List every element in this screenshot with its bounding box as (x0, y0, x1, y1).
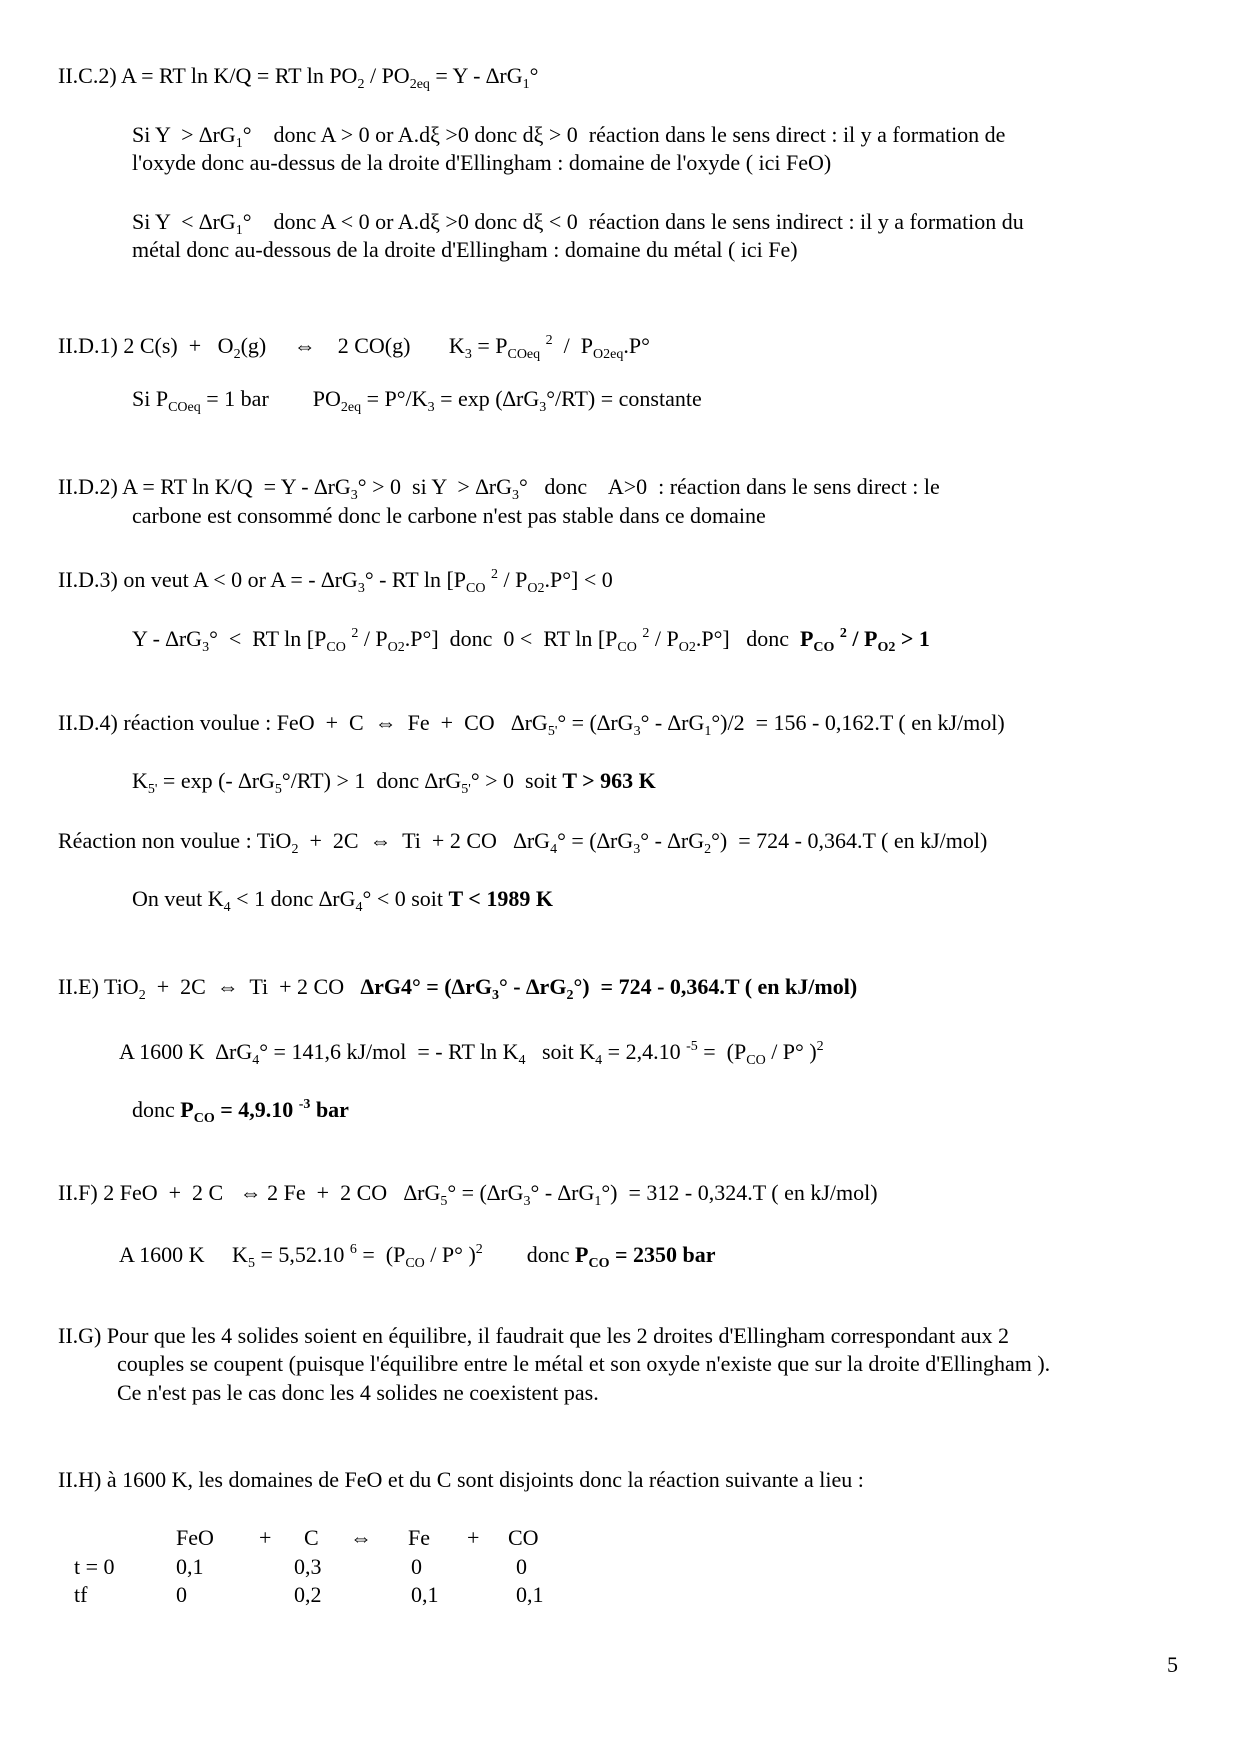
text-run: CO (617, 640, 637, 655)
text-run: 4 (355, 900, 363, 915)
text-run: donc (132, 1097, 181, 1122)
text-run: 5 (274, 782, 282, 797)
text-run: (g) ⇔ 2 CO(g) K (240, 333, 465, 358)
text-run: 2 (816, 1039, 824, 1054)
section-IID2-line2 (132, 503, 766, 529)
text-run: II.H) à 1600 K, les domaines de FeO et du C sont disjoints donc la réaction suivante a lieu : (58, 1467, 864, 1492)
text-run: ° donc A>0 : réaction dans le sens direct : le (519, 474, 940, 499)
text-run: / PO (364, 63, 410, 88)
text-run: -3 (298, 1097, 311, 1112)
text-run: 2 (642, 626, 650, 641)
table-cell: 0,1 (516, 1582, 544, 1607)
text-run: 5 (440, 1194, 448, 1209)
section-IIC2-equation (58, 63, 538, 98)
text-run: = 2,4.10 (602, 1039, 687, 1064)
text-run: ° donc A > 0 or A.dξ >0 donc dξ > 0 réaction dans le sens direct : il y a formation de (242, 122, 1006, 147)
text-run: .P°] < 0 (544, 567, 613, 592)
text-run: II.D.2) A = RT ln K/Q = Y - ∆rG (58, 474, 351, 499)
text-run: ° > 0 soit (470, 768, 563, 793)
text-run: II.F) 2 FeO + 2 C ⇔ 2 Fe + 2 CO ∆rG (58, 1180, 441, 1205)
text-run: 2eq (409, 77, 430, 92)
section-IIE (58, 974, 857, 1009)
table-cell: 0 (176, 1582, 187, 1607)
text-run: = P°/K (361, 386, 428, 411)
table-row-label: t = 0 (74, 1554, 115, 1579)
text-run: Si Y < ∆rG (132, 209, 236, 234)
text-run: °) = 724 - 0,364.T ( en kJ/mol) (573, 974, 858, 999)
table-header-feo: FeO (176, 1525, 214, 1550)
text-run: 2 (475, 1242, 483, 1257)
text-run: Si P (132, 386, 169, 411)
text-run: ° - ∆rG (498, 974, 567, 999)
text-run: 1 (235, 223, 243, 238)
table-header-plus: + (259, 1525, 272, 1550)
table-cell: 0,1 (411, 1582, 439, 1607)
IID4-condition (132, 768, 656, 803)
text-run: 4 (223, 900, 231, 915)
text-run: = exp (∆rG (434, 386, 540, 411)
text-run: 2eq (340, 400, 362, 415)
text-run: T > 963 K (562, 768, 656, 793)
text-run: Y - ∆rG (132, 626, 203, 651)
text-run: Ce n'est pas le cas donc les 4 solides ne coexistent pas. (117, 1380, 599, 1405)
text-run: A 1600 K K (119, 1242, 248, 1267)
text-run: = Y - ∆rG (429, 63, 523, 88)
text-run: 1 (522, 77, 530, 92)
text-run: / P (497, 567, 528, 592)
text-run: CO (813, 640, 835, 655)
text-run: / P (649, 626, 679, 651)
text-run: = exp (- ∆rG (157, 768, 275, 793)
text-run: 3 (427, 400, 435, 415)
text-run: 3 (202, 640, 210, 655)
text-run: 2 (566, 988, 574, 1003)
text-run: °/RT) = constante (546, 386, 702, 411)
text-run: 5' (547, 724, 558, 739)
unwanted-reaction-condition (132, 886, 553, 921)
text-run: 3 (350, 488, 358, 503)
text-run: 3 (539, 400, 547, 415)
text-run: / P (358, 626, 388, 651)
text-run: CO (588, 1256, 610, 1271)
text-run: CO (193, 1111, 215, 1126)
text-run: A 1600 K ∆rG (119, 1039, 253, 1064)
text-run: > 1 (895, 626, 930, 651)
text-run: O2eq (593, 347, 624, 362)
IID3-derivation (132, 621, 930, 661)
table-header-equilibrium-arrow: ⇔ (350, 1525, 372, 1550)
text-run: / P° ) (424, 1242, 476, 1267)
text-run: II.G) Pour que les 4 solides soient en équilibre, il faudrait que les 2 droites d'Ellingham correspondant aux 2 (58, 1323, 1009, 1348)
text-run: .P°] donc (695, 626, 800, 651)
page-number: 5 (1167, 1652, 1178, 1677)
text-run: couples se coupent (puisque l'équilibre entre le métal et son oxyde n'existe que sur la droite d'Ellingham ). (117, 1351, 1051, 1376)
IIE-calculation (119, 1034, 824, 1074)
table-cell: 0 (516, 1554, 527, 1579)
text-run: ° = 141,6 kJ/mol = - RT ln K (259, 1039, 519, 1064)
text-run: carbone est consommé donc le carbone n'est pas stable dans ce domaine (132, 503, 766, 528)
text-run: Réaction non voulue : TiO (58, 828, 292, 853)
text-run: ° < RT ln [P (209, 626, 327, 651)
text-run: P (180, 1097, 194, 1122)
text-run: ° donc A < 0 or A.dξ >0 donc dξ < 0 réaction dans le sens indirect : il y a formation du (242, 209, 1024, 234)
text-run: = 4,9.10 (214, 1097, 299, 1122)
text-run: CO (405, 1256, 425, 1271)
text-run: ° = (∆rG (557, 828, 634, 853)
table-cell: 0,2 (294, 1582, 322, 1607)
text-run: 2 (545, 333, 553, 348)
text-run: CO (466, 581, 486, 596)
text-run: O2 (387, 640, 405, 655)
text-run: °)/2 = 156 - 0,162.T ( en kJ/mol) (711, 710, 1005, 735)
section-IIG-line1 (58, 1323, 1009, 1349)
text-run: Si Y > ∆rG (132, 122, 236, 147)
text-run: 3 (491, 988, 499, 1003)
text-run: 1 (704, 724, 712, 739)
table-cell: 0,3 (294, 1554, 322, 1579)
table-header-c: C (304, 1525, 319, 1550)
text-run: .P° (623, 333, 650, 358)
text-run: 2 (704, 842, 712, 857)
text-run: ° - ∆rG (640, 710, 705, 735)
text-run: COeq (168, 400, 201, 415)
text-run: COeq (507, 347, 541, 362)
text-run: 5 (247, 1256, 255, 1271)
text-run: ∆rG4° = (∆rG (360, 974, 492, 999)
text-run: II.D.1) 2 C(s) + O (58, 333, 234, 358)
table-header-co: CO (508, 1525, 539, 1550)
text-run: 4 (550, 842, 558, 857)
text-run: = 2350 bar (609, 1242, 716, 1267)
text-run: 2 (839, 626, 847, 641)
table-cell: 0 (411, 1554, 422, 1579)
text-run: 3 (633, 724, 641, 739)
text-run: P (799, 626, 814, 651)
text-run: 4 (518, 1053, 526, 1068)
text-run: + 2C ⇔ Ti + 2 CO ∆rG (298, 828, 551, 853)
section-IID4 (58, 710, 1005, 745)
text-run: ° - RT ln [P (364, 567, 467, 592)
text-run: II.D.4) réaction voulue : FeO + C ⇔ Fe + CO ∆rG (58, 710, 548, 735)
IIE-result (132, 1092, 349, 1132)
table-header-fe: Fe (408, 1525, 430, 1550)
text-run: donc (482, 1242, 576, 1267)
section-IIG-line2 (117, 1351, 1050, 1377)
text-run: 3 (357, 581, 365, 596)
text-run: = (P (697, 1039, 747, 1064)
section-IID1-reaction (58, 328, 650, 368)
section-IID3 (58, 562, 613, 602)
text-run: °/RT) > 1 donc ∆rG (281, 768, 462, 793)
text-run: = 1 bar PO (200, 386, 341, 411)
text-run: 6 (349, 1242, 357, 1257)
text-run: II.D.3) on veut A < 0 or A = - ∆rG (58, 567, 358, 592)
text-run: O2 (527, 581, 545, 596)
text-run: II.C.2) A = RT ln K/Q = RT ln PO (58, 63, 358, 88)
text-run: < 1 donc ∆rG (230, 886, 356, 911)
text-run: 2 (357, 77, 365, 92)
text-run: 3 (633, 842, 641, 857)
text-run: O2 (678, 640, 696, 655)
text-run: soit K (525, 1039, 596, 1064)
text-run: .P°] donc 0 < RT ln [P (404, 626, 618, 651)
text-run: 2 (138, 988, 146, 1003)
text-run: 2 (351, 626, 359, 641)
text-run: O2 (877, 640, 896, 655)
text-run: 4 (252, 1053, 260, 1068)
table-row-label: tf (74, 1582, 88, 1607)
text-run: On veut K (132, 886, 224, 911)
text-run: ° - ∆rG (530, 1180, 595, 1205)
text-run: ° = (∆rG (557, 710, 634, 735)
text-run: P (575, 1242, 589, 1267)
IIC2-case-greater-line2 (132, 150, 831, 176)
text-run: CO (746, 1053, 766, 1068)
text-run: 3 (512, 488, 520, 503)
section-IIG-line3 (117, 1380, 599, 1406)
text-run: métal donc au-dessous de la droite d'Ellingham : domaine du métal ( ici Fe) (132, 237, 798, 262)
text-run: 5' (147, 782, 158, 797)
text-run: ° < 0 soit (362, 886, 449, 911)
table-header-plus: + (467, 1525, 480, 1550)
text-run: bar (310, 1097, 349, 1122)
text-run: = P (471, 333, 508, 358)
text-run: 4 (595, 1053, 603, 1068)
text-run: ° (529, 63, 539, 88)
text-run: = (P (356, 1242, 406, 1267)
text-run: / P (846, 626, 878, 651)
text-run: 2 (233, 347, 241, 362)
text-run: / P (552, 333, 594, 358)
text-run: 1 (235, 136, 243, 151)
text-run: -5 (686, 1039, 698, 1054)
text-run: 5' (461, 782, 471, 797)
text-run: 3 (523, 1194, 531, 1209)
text-run: 2 (291, 842, 299, 857)
text-run: + 2C ⇔ Ti + 2 CO (145, 974, 361, 999)
text-run: T < 1989 K (448, 886, 553, 911)
text-run: K (132, 768, 148, 793)
text-run: °) = 312 - 0,324.T ( en kJ/mol) (601, 1180, 878, 1205)
text-run: 1 (594, 1194, 602, 1209)
section-IIH (58, 1467, 864, 1493)
IID1-condition (132, 386, 702, 421)
text-run: l'oxyde donc au-dessus de la droite d'Ellingham : domaine de l'oxyde ( ici FeO) (132, 150, 832, 175)
text-run: 2 (490, 567, 498, 582)
text-run: °) = 724 - 0,364.T ( en kJ/mol) (711, 828, 988, 853)
text-run: ° > 0 si Y > ∆rG (357, 474, 513, 499)
text-run: ° - ∆rG (640, 828, 705, 853)
text-run: ° = (∆rG (447, 1180, 524, 1205)
unwanted-reaction (58, 828, 987, 863)
section-IIF (58, 1180, 878, 1215)
text-run: CO (326, 640, 346, 655)
text-run: 3 (464, 347, 472, 362)
text-run: / P° ) (765, 1039, 817, 1064)
text-run: = 5,52.10 (254, 1242, 350, 1267)
text-run: II.E) TiO (58, 974, 139, 999)
IIC2-case-less-line2 (132, 237, 798, 263)
table-cell: 0,1 (176, 1554, 204, 1579)
IIF-calculation (119, 1237, 716, 1277)
